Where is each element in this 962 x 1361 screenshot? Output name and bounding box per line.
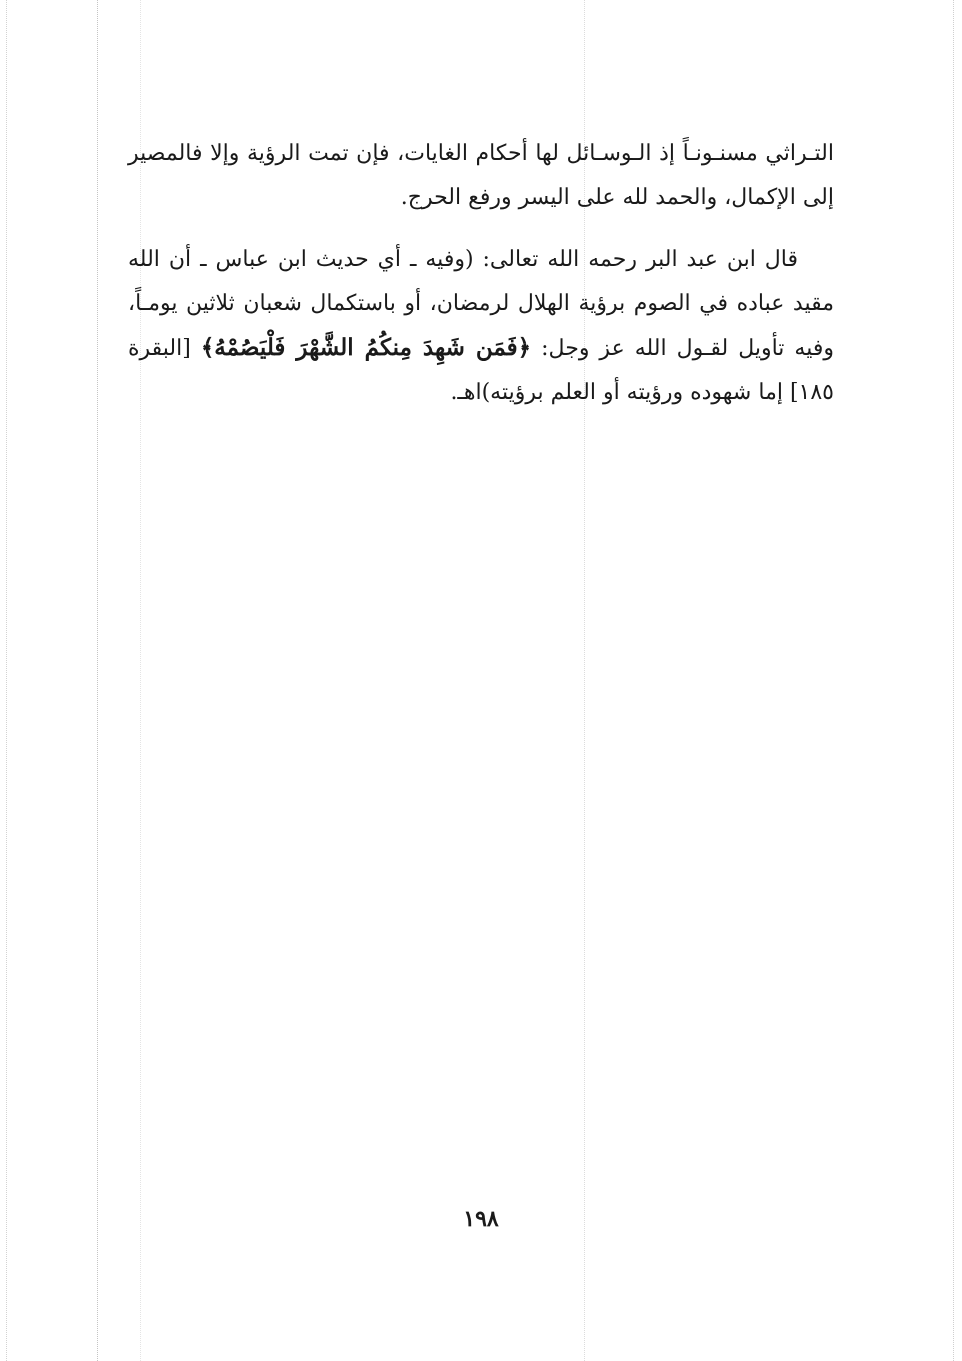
scan-guide-line	[6, 0, 7, 1361]
paragraph-1	[128, 132, 834, 220]
paragraph-1-text: التـراثي مسنـونـاً إذ الـوسـائل لها أحكام الغايات، فإن تمت الرؤية وإلا فالمصير إلى الإكمال، والحمد لله على اليسر ورفع الحرج.	[128, 141, 834, 210]
page-number: ١٩٨	[463, 1206, 499, 1232]
scan-guide-line	[953, 0, 954, 1361]
scan-guide-line	[97, 0, 98, 1361]
quran-quote: ﴿فَمَن شَهِدَ مِنكُمُ الشَّهْرَ فَلْيَصُمْهُ﴾	[200, 334, 532, 361]
paragraph-2-outro: [البقرة ١٨٥] إما شهوده ورؤيته أو العلم برؤيته)اهـ.	[128, 336, 834, 405]
paragraph-2	[128, 238, 834, 415]
paragraph-2-intro: قال ابن عبد البر رحمه الله تعالى: (وفيه ـ أي حديث ابن عباس ـ أن الله مقيد عباده في الصوم برؤية الهلال لرمضان، أو باستكمال شعبان ثلاثين يومـاً، وفيه تأويل لقـول الله عز وجل:	[128, 247, 834, 361]
